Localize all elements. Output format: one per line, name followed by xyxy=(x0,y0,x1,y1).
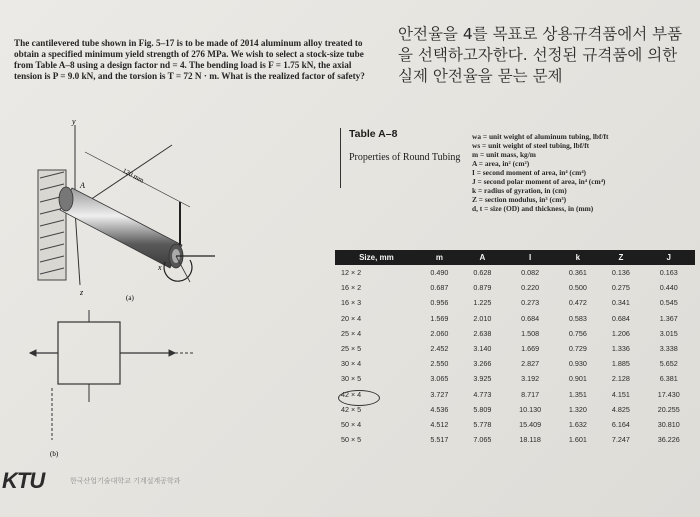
table-cell: 25 × 4 xyxy=(341,328,362,338)
legend-item: A = area, in² (cm²) xyxy=(472,159,530,168)
table-cell: 0.361 xyxy=(568,268,587,278)
table-cell: 4.825 xyxy=(611,404,630,414)
table-cell: 1.885 xyxy=(611,359,630,369)
legend-item: d, t = size (OD) and thickness, in (mm) xyxy=(472,204,594,213)
watermark-logo: KTU xyxy=(2,468,45,493)
label-x: x xyxy=(158,263,162,272)
caption-b: (b) xyxy=(50,450,59,458)
table-cell: 0.901 xyxy=(568,374,587,384)
table-cell: 1.601 xyxy=(568,435,587,445)
table-row xyxy=(335,371,695,386)
table-cell: 0.472 xyxy=(568,298,587,308)
table-title: Table A–8 xyxy=(349,128,398,140)
header-size: Size, mm xyxy=(335,250,418,265)
table-row xyxy=(335,280,695,295)
table-cell: 30.810 xyxy=(657,419,680,429)
table-cell: 2.638 xyxy=(473,328,492,338)
caption-a: (a) xyxy=(126,294,134,302)
table-body xyxy=(335,265,695,447)
table-cell: 0.440 xyxy=(659,283,678,293)
figure-drawing xyxy=(0,110,330,470)
table-cell: 1.336 xyxy=(611,344,630,354)
table-cell: 0.684 xyxy=(521,313,540,323)
table-cell: 0.341 xyxy=(611,298,630,308)
legend-item: J = second polar moment of area, in⁴ (cm⁴) xyxy=(472,177,606,186)
selected-row-mark xyxy=(338,390,380,406)
dim-label: 120 mm xyxy=(121,166,146,185)
table-row xyxy=(335,265,695,280)
legend-item: Z = section modulus, in³ (cm³) xyxy=(472,195,567,204)
table-cell: 0.687 xyxy=(430,283,449,293)
table-cell: 5.652 xyxy=(659,359,678,369)
legend-item: m = unit mass, kg/m xyxy=(472,150,536,159)
table-cell: 50 × 4 xyxy=(341,419,362,429)
table-cell: 42 × 4 xyxy=(341,389,362,399)
table-cell: 2.010 xyxy=(473,313,492,323)
table-cell: 3.266 xyxy=(473,359,492,369)
table-row xyxy=(335,356,695,371)
table-cell: 7.065 xyxy=(473,435,492,445)
table-cell: 0.082 xyxy=(521,268,540,278)
table-cell: 0.583 xyxy=(568,313,587,323)
table-cell: 12 × 2 xyxy=(341,268,362,278)
tubing-table xyxy=(335,250,695,447)
table-cell: 4.512 xyxy=(430,419,449,429)
legend xyxy=(472,132,694,213)
table-cell: 7.247 xyxy=(611,435,630,445)
table-cell: 0.490 xyxy=(430,268,449,278)
table-cell: 36.226 xyxy=(657,435,680,445)
table-row xyxy=(335,387,695,402)
table-cell: 0.956 xyxy=(430,298,449,308)
problem-text: The cantilevered tube shown in Fig. 5–17 is to be made of 2014 aluminum alloy treated to obtain a specified minimum yield strength of 276 MPa. We wish to select a stock-size tube from Table A–8 using a design factor nd = 4. The bending load is F = 1.75 kN, the axial tension is P = 9.0 kN, and the torsion is T = 72 N · m. What is the realized factor of safety? xyxy=(14,38,365,81)
table-cell: 20.255 xyxy=(657,404,680,414)
table-cell: 16 × 2 xyxy=(341,283,362,293)
table-cell: 2.827 xyxy=(521,359,540,369)
wall-a xyxy=(38,170,66,280)
table-cell: 1.669 xyxy=(521,344,540,354)
table-cell: 20 × 4 xyxy=(341,313,362,323)
table-cell: 0.500 xyxy=(568,283,587,293)
table-cell: 1.367 xyxy=(659,313,678,323)
table-cell: 1.225 xyxy=(473,298,492,308)
table-cell: 0.879 xyxy=(473,283,492,293)
table-cell: 25 × 5 xyxy=(341,344,362,354)
label-z: z xyxy=(80,288,84,297)
table-cell: 1.351 xyxy=(568,389,587,399)
table-cell: 1.206 xyxy=(611,328,630,338)
legend-item: ws = unit weight of steel tubing, lbf/ft xyxy=(472,141,590,150)
legend-item: I = second moment of area, in⁴ (cm⁴) xyxy=(472,168,587,177)
header-z: Z xyxy=(599,250,642,265)
table-cell: 4.773 xyxy=(473,389,492,399)
label-y: y xyxy=(72,117,76,126)
table-cell: 16 × 3 xyxy=(341,298,362,308)
table-cell: 3.192 xyxy=(521,374,540,384)
table-cell: 1.508 xyxy=(521,328,540,338)
table-cell: 8.717 xyxy=(521,389,540,399)
korean-note: 안전율을 4를 목표로 상용규격품에서 부품을 선택하고자한다. 선정된 규격품에 의한 실제 안전율을 묻는 문제 xyxy=(398,25,683,85)
table-title-box xyxy=(340,128,467,188)
table-row xyxy=(335,417,695,432)
cantilever-figure xyxy=(0,110,330,470)
table-row xyxy=(335,326,695,341)
legend-item: k = radius of gyration, in (cm) xyxy=(472,186,567,195)
table-cell: 2.060 xyxy=(430,328,449,338)
header-k: k xyxy=(556,250,599,265)
table-cell: 5.809 xyxy=(473,404,492,414)
table-cell: 0.628 xyxy=(473,268,492,278)
table-row xyxy=(335,402,695,417)
table-cell: 30 × 5 xyxy=(341,374,362,384)
table-cell: 3.727 xyxy=(430,389,449,399)
table-row xyxy=(335,432,695,447)
table-cell: 0.684 xyxy=(611,313,630,323)
table-cell: 0.545 xyxy=(659,298,678,308)
table-cell: 6.381 xyxy=(659,374,678,384)
table-cell: 42 × 5 xyxy=(341,404,362,414)
table-cell: 0.136 xyxy=(611,268,630,278)
table-row xyxy=(335,311,695,326)
header-j: J xyxy=(642,250,695,265)
table-header-row xyxy=(335,250,695,265)
legend-item: wa = unit weight of aluminum tubing, lbf/ft xyxy=(472,132,609,141)
table-cell: 5.778 xyxy=(473,419,492,429)
table-cell: 0.930 xyxy=(568,359,587,369)
table-cell: 3.015 xyxy=(659,328,678,338)
table-cell: 1.320 xyxy=(568,404,587,414)
table-cell: 1.569 xyxy=(430,313,449,323)
table-cell: 0.756 xyxy=(568,328,587,338)
table-cell: 3.140 xyxy=(473,344,492,354)
table-cell: 2.550 xyxy=(430,359,449,369)
table-cell: 15.409 xyxy=(519,419,542,429)
table-cell: 4.151 xyxy=(611,389,630,399)
table-row xyxy=(335,295,695,310)
table-cell: 2.452 xyxy=(430,344,449,354)
header-m: m xyxy=(418,250,461,265)
table-cell: 1.632 xyxy=(568,419,587,429)
table-cell: 3.338 xyxy=(659,344,678,354)
table-cell: 5.517 xyxy=(430,435,449,445)
table-cell: 0.275 xyxy=(611,283,630,293)
table-subtitle: Properties of Round Tubing xyxy=(349,152,461,163)
table-cell: 50 × 5 xyxy=(341,435,362,445)
table-cell: 0.220 xyxy=(521,283,540,293)
table-cell: 2.128 xyxy=(611,374,630,384)
header-i: I xyxy=(504,250,557,265)
table-cell: 30 × 4 xyxy=(341,359,362,369)
table-cell: 3.065 xyxy=(430,374,449,384)
table-row xyxy=(335,341,695,356)
table-cell: 17.430 xyxy=(657,389,680,399)
header-a: A xyxy=(461,250,504,265)
table-cell: 0.729 xyxy=(568,344,587,354)
label-a: A xyxy=(80,181,85,190)
table-cell: 0.273 xyxy=(521,298,540,308)
stress-element xyxy=(30,310,195,440)
table-cell: 4.536 xyxy=(430,404,449,414)
table-cell: 0.163 xyxy=(659,268,678,278)
table-cell: 6.164 xyxy=(611,419,630,429)
watermark-text: 한국산업기술대학교 기계설계공학과 xyxy=(70,477,181,485)
table-cell: 10.130 xyxy=(519,404,542,414)
table-cell: 18.118 xyxy=(519,435,541,445)
table-cell: 3.925 xyxy=(473,374,492,384)
watermark xyxy=(2,468,181,494)
